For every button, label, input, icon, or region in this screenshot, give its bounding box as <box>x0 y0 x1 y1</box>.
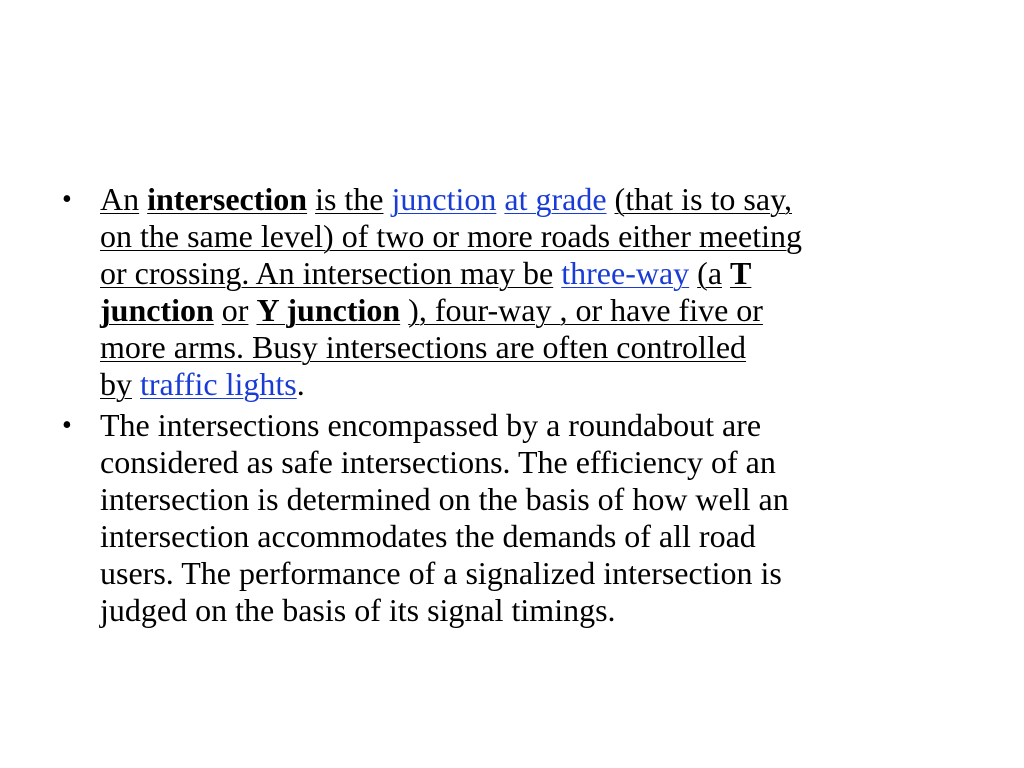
term-t-junction-part2: junction <box>100 292 214 328</box>
term-y-junction: Y junction <box>256 292 401 328</box>
text-line: on the same level) of two or more roads either meeting <box>100 218 802 254</box>
text-line: The intersections encompassed by a roundabout are <box>100 407 762 443</box>
text-an: An <box>100 181 140 217</box>
text-line: more arms. Busy intersections are often controlled <box>100 329 747 365</box>
bullet-dot-icon: • <box>62 410 72 441</box>
text-line: judged on the basis of its signal timings. <box>100 592 616 628</box>
text-four-way: ), four-way , or have five or <box>408 292 763 328</box>
term-intersection: intersection <box>147 181 308 217</box>
text-is-the: is the <box>315 181 384 217</box>
link-three-way[interactable]: three-way <box>561 255 690 291</box>
link-junction[interactable]: junction <box>391 181 497 217</box>
link-at-grade[interactable]: at grade <box>504 181 607 217</box>
text-line <box>100 292 960 329</box>
text-line <box>100 181 960 218</box>
bullet-dot-icon: • <box>62 184 72 215</box>
bullet-list <box>60 181 960 633</box>
text-line <box>100 366 960 403</box>
text-period: . <box>296 366 305 402</box>
link-traffic-lights[interactable]: traffic lights <box>140 366 297 402</box>
text-line: considered as safe intersections. The efficiency of an <box>100 444 776 480</box>
text-line: users. The performance of a signalized intersection is <box>100 555 782 591</box>
text-parenthetical: (that is to say, <box>614 181 792 217</box>
text-by: by <box>100 366 132 402</box>
bullet-item-intersection-definition <box>60 181 960 403</box>
text-line <box>100 255 960 292</box>
text-paren-a: (a <box>697 255 723 291</box>
text-may-be: or crossing. An intersection may be <box>100 255 554 291</box>
bullet-item-roundabout <box>60 407 960 629</box>
text-or: or <box>221 292 249 328</box>
text-line: intersection is determined on the basis of how well an <box>100 481 789 517</box>
text-line: intersection accommodates the demands of all road <box>100 518 756 554</box>
term-t-junction-part1: T <box>730 255 752 291</box>
